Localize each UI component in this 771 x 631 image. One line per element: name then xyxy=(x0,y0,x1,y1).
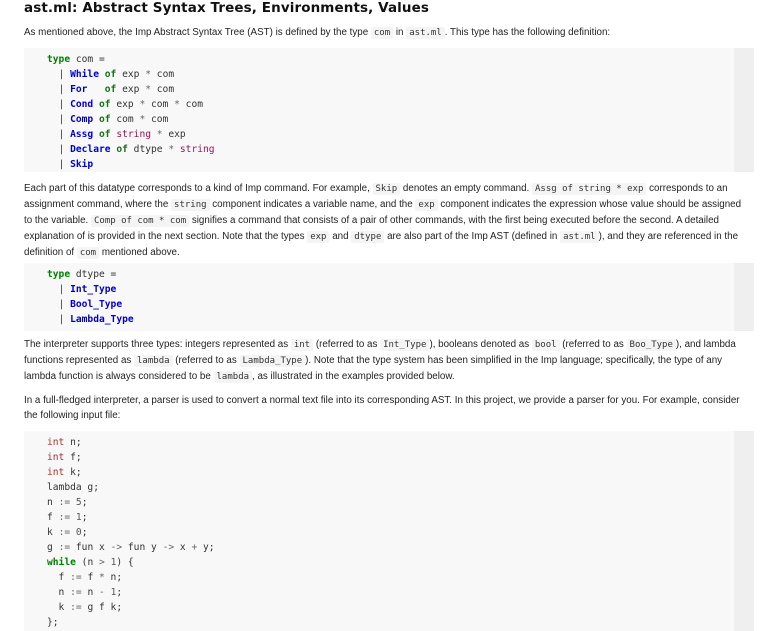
inline-code: int xyxy=(291,339,313,351)
inline-code: bool xyxy=(532,339,560,351)
inline-code: com xyxy=(77,247,99,259)
code-line: | For of exp * com xyxy=(47,84,175,95)
code-block-com xyxy=(24,48,754,172)
inline-code: Lambda_Type xyxy=(240,355,306,367)
inline-code: Int_Type xyxy=(380,339,429,351)
code-line: | Cond of exp * com * com xyxy=(47,99,204,110)
code-line: int n; xyxy=(47,437,82,448)
code-line: | Skip xyxy=(47,159,94,170)
inline-code: ast.ml xyxy=(406,27,445,39)
inline-code: ast.ml xyxy=(560,231,599,243)
code-line: k := 0; xyxy=(47,527,88,538)
inline-code: com xyxy=(371,27,393,39)
com-explanation-paragraph: Each part of this datatype corresponds to a kind of Imp command. For example, Skip denotes an empty command. Assg of string * exp corresponds to an assignment command, where the string component indicates a variable name, and the exp component indicates the expression whose value should be assigned to the variable. Comp of com * com signifies a command that consists of a pair of other commands, with the first being executed before the second. A detailed explanation of is provided in the next section. Note that the types exp and dtype are also part of the Imp AST (defined in ast.ml ), and they are referenced in the definition of com mentioned above. xyxy=(24,183,742,258)
code-line: g := fun x -> fun y -> x + y; xyxy=(47,542,215,553)
inline-code: Assg of string * exp xyxy=(532,183,646,195)
code-line: n := 5; xyxy=(47,497,88,508)
inline-code: Boo_Type xyxy=(627,339,676,351)
code-block-dtype xyxy=(24,263,754,331)
code-line: | While of exp * com xyxy=(47,69,175,80)
code-block-input-file xyxy=(24,431,754,631)
scrollbar[interactable] xyxy=(734,263,754,331)
code-line: lambda g; xyxy=(47,482,99,493)
code-line: | Int_Type xyxy=(47,284,117,295)
code-line: | Bool_Type xyxy=(47,299,123,310)
inline-code: dtype xyxy=(351,231,384,243)
inline-code: Skip xyxy=(373,183,401,195)
parser-paragraph: In a full-fledged interpreter, a parser is used to convert a normal text file into its corresponding AST. In this project, we provide a parser for you. For example, consider the following input file: xyxy=(24,395,740,421)
text: . This type has the following definition: xyxy=(444,27,611,38)
scrollbar[interactable] xyxy=(734,48,754,172)
code-line: }; xyxy=(47,617,59,628)
inline-code: lambda xyxy=(214,371,253,383)
code-line: k := g f k; xyxy=(47,602,123,613)
code-line: | Comp of com * com xyxy=(47,114,169,125)
code-line: type dtype = xyxy=(47,269,117,280)
types-paragraph: The interpreter supports three types: integers represented as int (referred to as Int_Type ), booleans denoted as bool (referred to as Boo_Type ), and lambda functions represented as lambda (referred to as Lambda_Type ). Note that the type system has been simplified in the Imp language; specifically, the type of any lambda function is always considered to be lambda , as illustrated in the examples provided below. xyxy=(24,339,736,382)
code-line: | Assg of string * exp xyxy=(47,129,186,140)
inline-code: exp xyxy=(307,231,329,243)
code-line: | Lambda_Type xyxy=(47,314,134,325)
inline-code: string xyxy=(171,199,210,211)
inline-code: Comp of com * com xyxy=(91,215,189,227)
code-line: while (n > 1) { xyxy=(47,557,134,568)
text: in xyxy=(393,27,407,38)
intro-paragraph xyxy=(24,25,750,41)
code-line: n := n - 1; xyxy=(47,587,123,598)
page-title: ast.ml: Abstract Syntax Trees, Environments, Values xyxy=(24,0,430,16)
code-line: int f; xyxy=(47,452,82,463)
code-line: | Declare of dtype * string xyxy=(47,144,215,155)
scrollbar[interactable] xyxy=(734,431,754,631)
inline-code: exp xyxy=(415,199,437,211)
text: As mentioned above, the Imp Abstract Syntax Tree (AST) is defined by the type xyxy=(24,27,371,38)
inline-code: lambda xyxy=(134,355,173,367)
code-line: type com = xyxy=(47,54,105,65)
code-line: f := 1; xyxy=(47,512,88,523)
code-line: int k; xyxy=(47,467,82,478)
code-line: f := f * n; xyxy=(47,572,123,583)
